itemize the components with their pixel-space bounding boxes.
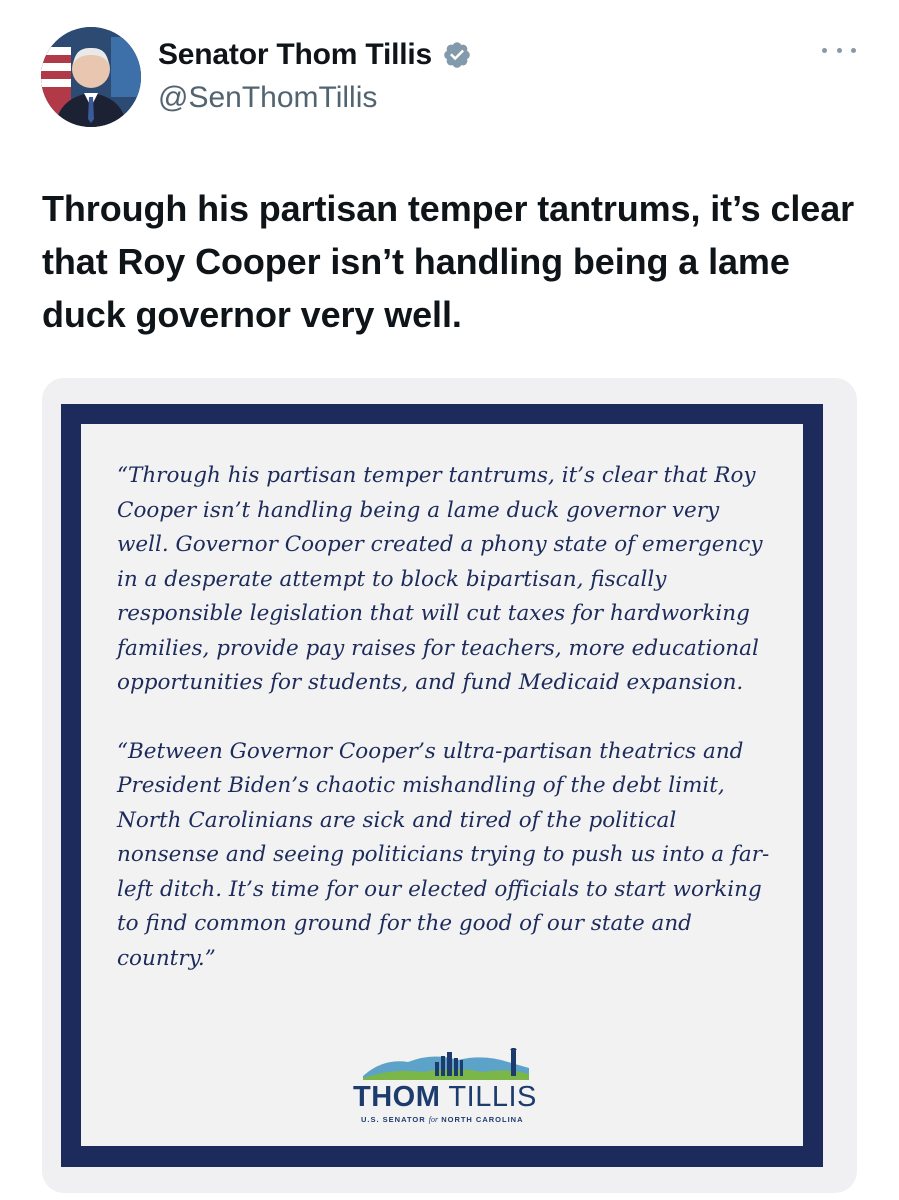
logo-wordmark: THOM TILLIS [353,1081,537,1113]
verified-badge-icon[interactable] [442,40,472,70]
quote-paragraph-2: “Between Governor Cooper’s ultra-partisan theatrics and President Biden’s chaotic mishandling of the debt limit, North Carolinians are sick and tired of the political nonsense and seeing politicians trying to push us into a far-left ditch. It’s time for our elected officials to start working to find common ground for the good of our state and country.” [117,738,770,971]
profile-photo-icon [41,27,141,127]
quote-text [117,459,777,1010]
tweet-media-image[interactable] [42,378,857,1193]
quote-graphic-panel [81,424,803,1146]
quote-paragraph-1: “Through his partisan temper tantrums, it’s clear that Roy Cooper isn’t handling being a lame duck governor very well. Governor Cooper created a phony state of emergency in a desperate attempt to block bipartisan, fiscally responsible legislation that will cut taxes for hardworking families, provide pay raises for teachers, more educational opportunities for students, and fund Medicaid expansion. [117,463,763,695]
more-options-icon[interactable] [822,40,856,60]
author-avatar[interactable] [41,27,141,127]
skyline-logo-icon [363,1048,529,1080]
author-display-name[interactable]: Senator Thom Tillis [158,38,433,71]
logo-subtitle: U.S. SENATOR for NORTH CAROLINA [361,1115,524,1124]
thom-tillis-logo [351,1048,541,1128]
dot [837,48,842,53]
dot [822,48,827,53]
dot [851,48,856,53]
author-handle[interactable]: @SenThomTillis [158,81,378,114]
author-name-row[interactable] [158,37,472,73]
tweet-text: Through his partisan temper tantrums, it’s clear that Roy Cooper isn’t handling being a lame duck governor very well. [42,188,855,335]
quote-graphic-border [61,404,823,1167]
